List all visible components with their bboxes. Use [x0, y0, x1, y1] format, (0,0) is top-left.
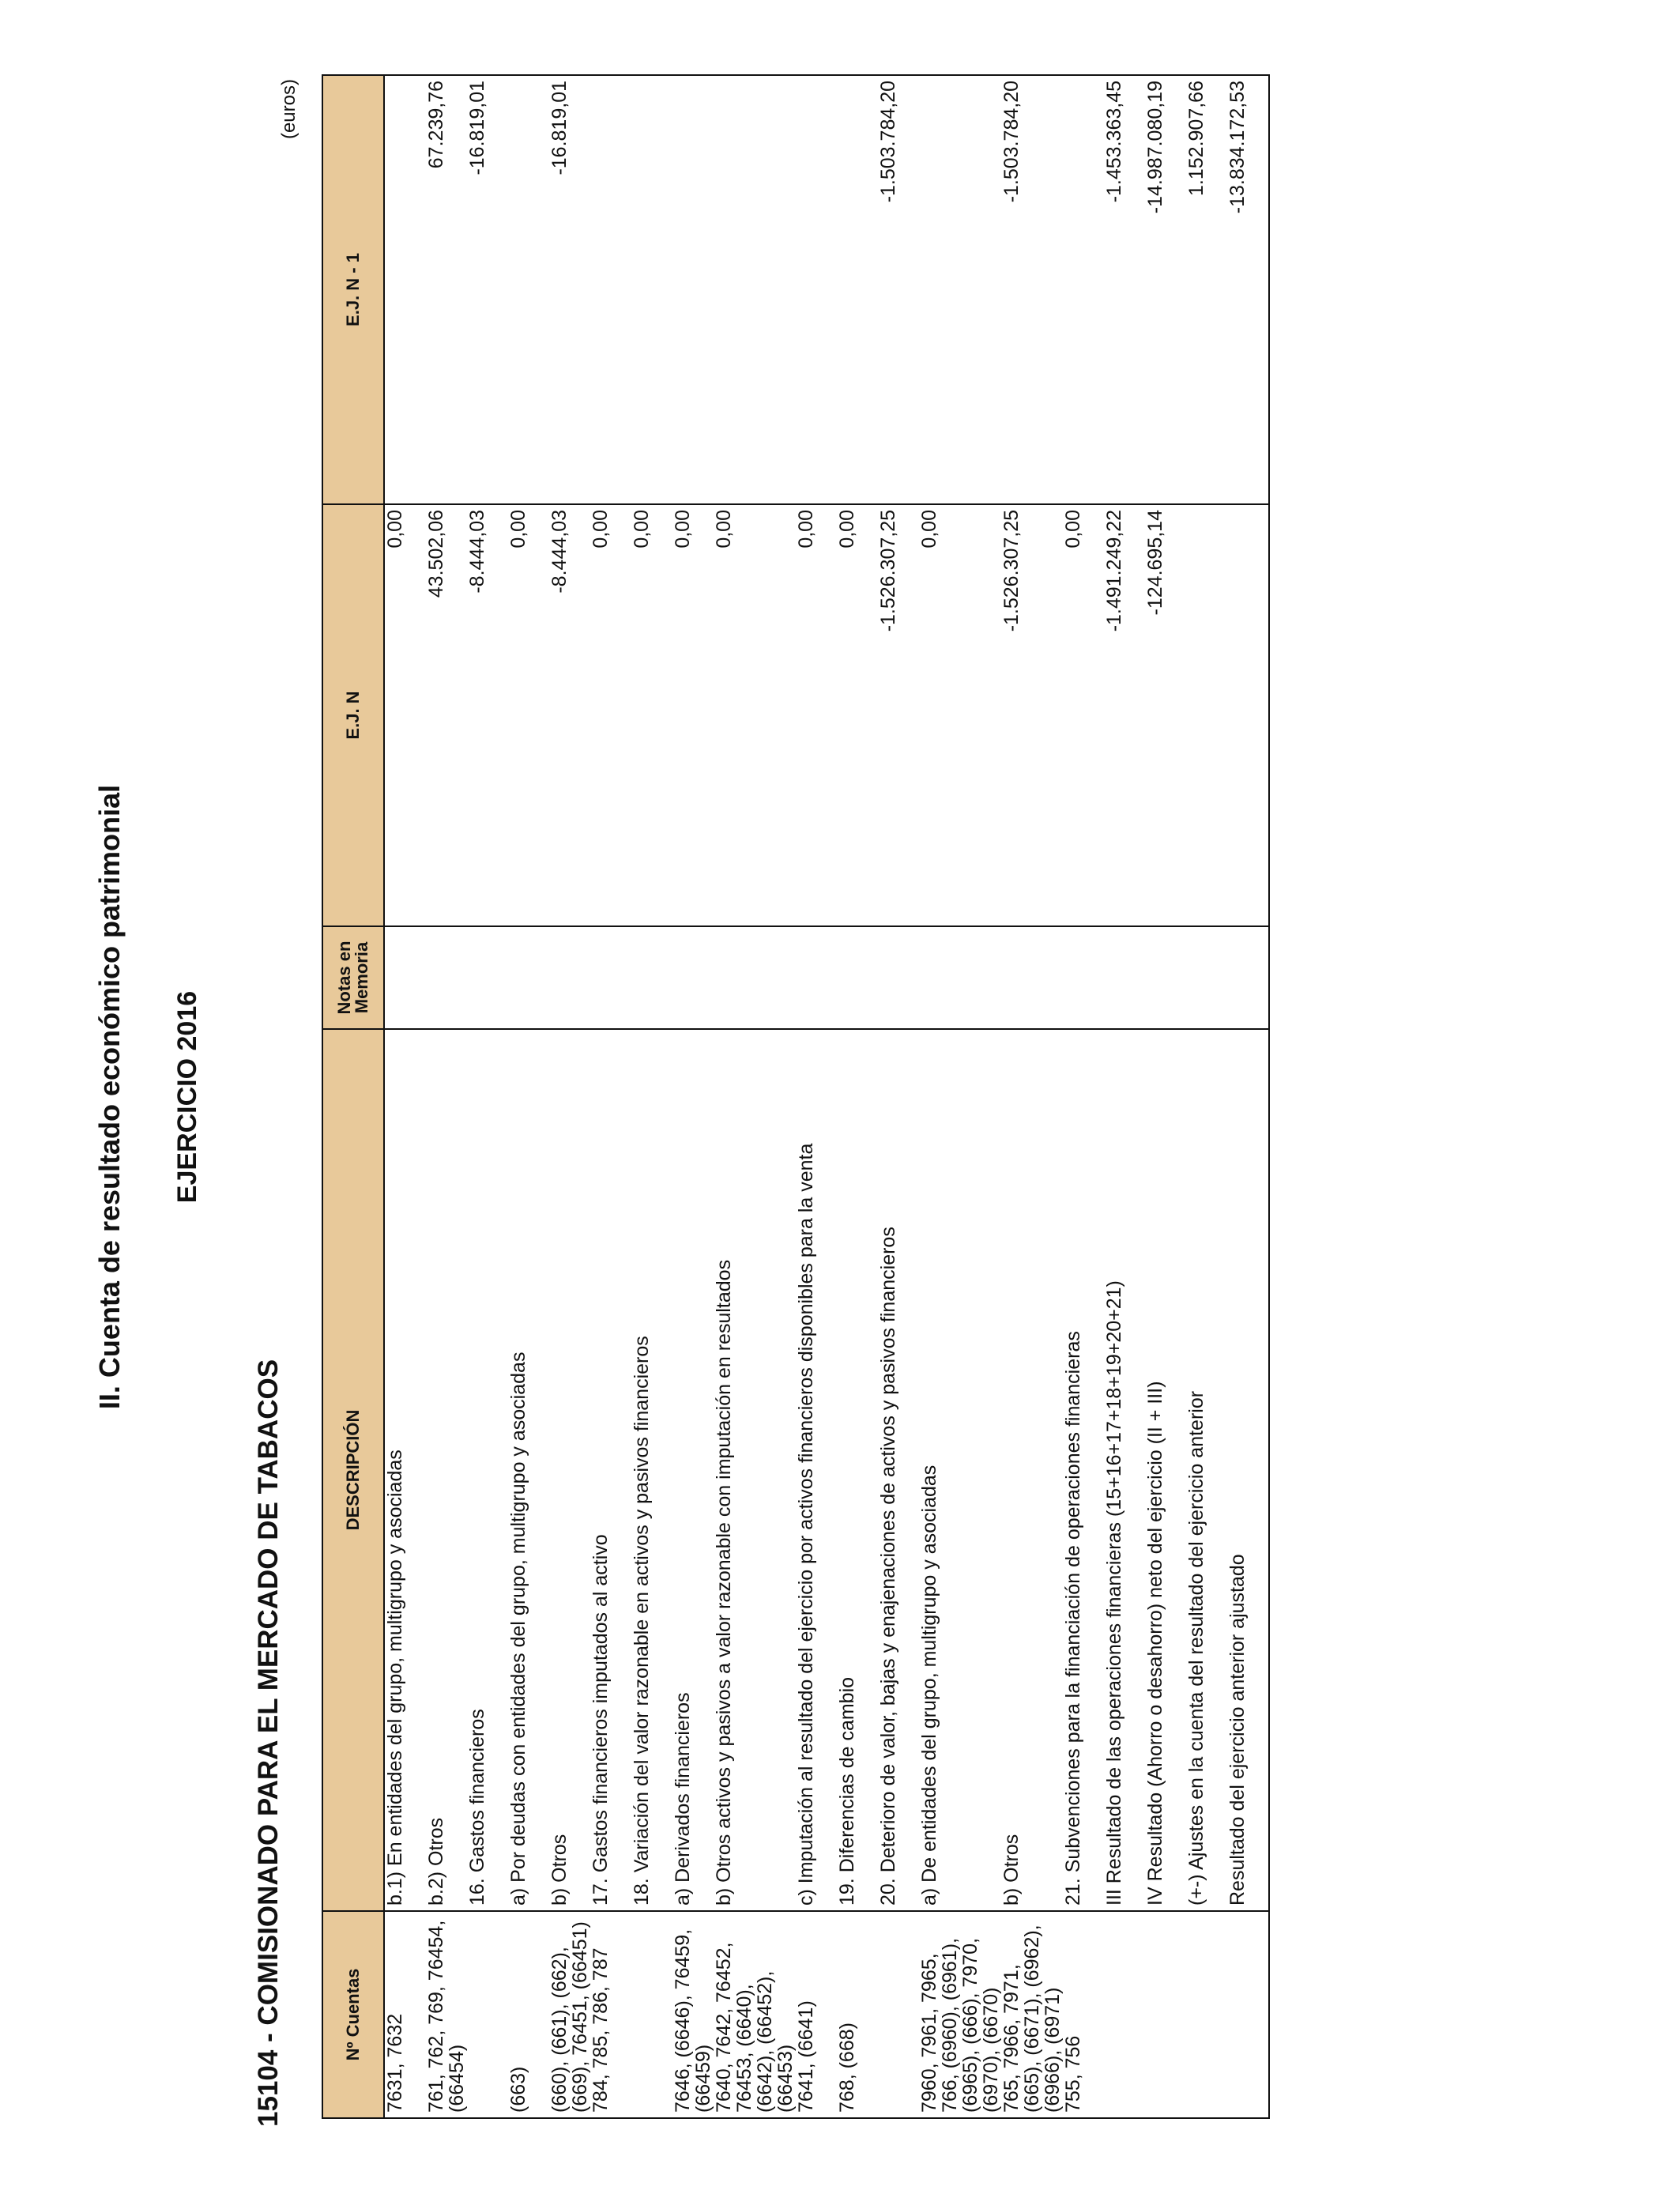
cell-cuentas: 7641, (6641) — [796, 1911, 837, 2118]
cell-ej-n: -1.526.307,25 — [1001, 504, 1063, 926]
cell-notas — [508, 926, 549, 1029]
cell-ej-n1 — [796, 75, 837, 504]
cell-descripcion: a) Por deudas con entidades del grupo, multigrupo y asociadas — [508, 1029, 549, 1911]
cell-ej-n: 0,00 — [1063, 504, 1104, 926]
cell-cuentas: 7631, 7632 — [384, 1911, 426, 2118]
column-header-ej-n: E.J. N — [322, 504, 384, 926]
cell-ej-n1 — [714, 75, 796, 504]
cell-ej-n: 43.502,06 — [426, 504, 467, 926]
cell-cuentas — [878, 1911, 919, 2118]
cell-cuentas: 765, 7966, 7971, (665), (6671), (6962), (6966), (6971) — [1001, 1911, 1063, 2118]
currency-unit: (euros) — [278, 79, 299, 140]
table-row — [590, 75, 631, 2118]
cell-ej-n1 — [919, 75, 1001, 504]
table-row — [1063, 75, 1104, 2118]
cell-cuentas: 768, (668) — [837, 1911, 878, 2118]
cell-notas — [1063, 926, 1104, 1029]
cell-ej-n1 — [631, 75, 672, 504]
cell-ej-n1: -16.819,01 — [549, 75, 590, 504]
table-row — [426, 75, 467, 2118]
cell-ej-n1 — [384, 75, 426, 504]
table-row — [467, 75, 508, 2118]
table-row — [1145, 75, 1186, 2118]
cell-cuentas: 784, 785, 786, 787 — [590, 1911, 631, 2118]
cell-ej-n1: -1.503.784,20 — [878, 75, 919, 504]
cell-cuentas — [1186, 1911, 1227, 2118]
report-title: II. Cuenta de resultado económico patrimonial — [93, 784, 126, 1410]
cell-descripcion: 18. Variación del valor razonable en activos y pasivos financieros — [631, 1029, 672, 1911]
table-row — [1001, 75, 1063, 2118]
cell-notas — [796, 926, 837, 1029]
cell-cuentas — [1227, 1911, 1269, 2118]
table-body — [384, 75, 1269, 2118]
cell-descripcion: b.2) Otros — [426, 1029, 467, 1911]
column-header-ej-n1: E.J. N - 1 — [322, 75, 384, 504]
cell-descripcion: III Resultado de las operaciones financieras (15+16+17+18+19+20+21) — [1104, 1029, 1145, 1911]
cell-notas — [426, 926, 467, 1029]
organization-title: 15104 - COMISIONADO PARA EL MERCADO DE TABACOS — [253, 1359, 284, 2127]
cell-ej-n1: -1.503.784,20 — [1001, 75, 1063, 504]
cell-descripcion: 21. Subvenciones para la financiación de operaciones financieras — [1063, 1029, 1104, 1911]
table-row — [508, 75, 549, 2118]
cell-ej-n: 0,00 — [837, 504, 878, 926]
cell-descripcion: 16. Gastos financieros — [467, 1029, 508, 1911]
cell-ej-n: 0,00 — [508, 504, 549, 926]
cell-ej-n1 — [508, 75, 549, 504]
cell-cuentas: 7640, 7642, 76452, 76453, (6640), (6642), (66452), (66453) — [714, 1911, 796, 2118]
cell-cuentas: 755, 756 — [1063, 1911, 1104, 2118]
cell-notas — [549, 926, 590, 1029]
cell-notas — [837, 926, 878, 1029]
cell-descripcion: Resultado del ejercicio anterior ajustado — [1227, 1029, 1269, 1911]
cell-ej-n: -1.491.249,22 — [1104, 504, 1145, 926]
table-row — [549, 75, 590, 2118]
cell-notas — [878, 926, 919, 1029]
cell-notas — [1227, 926, 1269, 1029]
table-row — [919, 75, 1001, 2118]
cell-notas — [1145, 926, 1186, 1029]
cell-cuentas: (663) — [508, 1911, 549, 2118]
cell-ej-n: -8.444,03 — [549, 504, 590, 926]
cell-ej-n1: -13.834.172,53 — [1227, 75, 1269, 504]
cell-descripcion: 17. Gastos financieros imputados al activo — [590, 1029, 631, 1911]
cell-cuentas: (660), (661), (662), (669), 76451, (66451) — [549, 1911, 590, 2118]
table-row — [796, 75, 837, 2118]
cell-descripcion: a) De entidades del grupo, multigrupo y asociadas — [919, 1029, 1001, 1911]
cell-ej-n1: -16.819,01 — [467, 75, 508, 504]
table-row — [1104, 75, 1145, 2118]
cell-ej-n1: 1.152.907,66 — [1186, 75, 1227, 504]
column-header-notas: Notas en Memoria — [322, 926, 384, 1029]
table-row — [878, 75, 919, 2118]
cell-ej-n1 — [837, 75, 878, 504]
cell-ej-n1: 67.239,76 — [426, 75, 467, 504]
cell-ej-n — [1186, 504, 1227, 926]
cell-notas — [714, 926, 796, 1029]
cell-ej-n: -8.444,03 — [467, 504, 508, 926]
cell-ej-n — [1227, 504, 1269, 926]
cell-notas — [1001, 926, 1063, 1029]
table-row — [1186, 75, 1227, 2118]
cell-descripcion: b) Otros — [1001, 1029, 1063, 1911]
table-header-row — [322, 75, 384, 2118]
cell-notas — [467, 926, 508, 1029]
cell-cuentas — [1104, 1911, 1145, 2118]
cell-ej-n1: -14.987.080,19 — [1145, 75, 1186, 504]
cell-cuentas — [467, 1911, 508, 2118]
cell-descripcion: a) Derivados financieros — [672, 1029, 714, 1911]
cell-ej-n1 — [1063, 75, 1104, 504]
cell-ej-n: -124.695,14 — [1145, 504, 1186, 926]
cell-notas — [672, 926, 714, 1029]
table-row — [631, 75, 672, 2118]
cell-ej-n1 — [590, 75, 631, 504]
cell-descripcion: b.1) En entidades del grupo, multigrupo y asociadas — [384, 1029, 426, 1911]
cell-notas — [384, 926, 426, 1029]
cell-ej-n1: -1.453.363,45 — [1104, 75, 1145, 504]
cell-ej-n1 — [672, 75, 714, 504]
cell-notas — [1186, 926, 1227, 1029]
cell-ej-n: 0,00 — [590, 504, 631, 926]
results-table — [322, 74, 1270, 2119]
cell-cuentas — [631, 1911, 672, 2118]
cell-cuentas: 7646, (6646), 76459, (66459) — [672, 1911, 714, 2118]
cell-notas — [1104, 926, 1145, 1029]
cell-ej-n: 0,00 — [714, 504, 796, 926]
column-header-descripcion: DESCRIPCIÓN — [322, 1029, 384, 1911]
cell-descripcion: b) Otros — [549, 1029, 590, 1911]
cell-descripcion: c) Imputación al resultado del ejercicio por activos financieros disponibles para la venta — [796, 1029, 837, 1911]
cell-ej-n: 0,00 — [796, 504, 837, 926]
cell-descripcion: 20. Deterioro de valor, bajas y enajenaciones de activos y pasivos financieros — [878, 1029, 919, 1911]
cell-notas — [590, 926, 631, 1029]
cell-cuentas: 7960, 7961, 7965, 766, (6960), (6961), (6965), (666), 7970, (6970), (6670) — [919, 1911, 1001, 2118]
cell-descripcion: IV Resultado (Ahorro o desahorro) neto del ejercicio (II + III) — [1145, 1029, 1186, 1911]
cell-ej-n: 0,00 — [631, 504, 672, 926]
table-row — [672, 75, 714, 2118]
column-header-cuentas: Nº Cuentas — [322, 1911, 384, 2118]
cell-ej-n: -1.526.307,25 — [878, 504, 919, 926]
cell-descripcion: b) Otros activos y pasivos a valor razonable con imputación en resultados — [714, 1029, 796, 1911]
cell-ej-n: 0,00 — [672, 504, 714, 926]
cell-ej-n: 0,00 — [384, 504, 426, 926]
table-row — [714, 75, 796, 2118]
cell-notas — [631, 926, 672, 1029]
cell-descripcion: 19. Diferencias de cambio — [837, 1029, 878, 1911]
table-row — [1227, 75, 1269, 2118]
fiscal-year-title: EJERCICIO 2016 — [172, 990, 202, 1204]
cell-notas — [919, 926, 1001, 1029]
cell-ej-n: 0,00 — [919, 504, 1001, 926]
cell-descripcion: (+-) Ajustes en la cuenta del resultado del ejercicio anterior — [1186, 1029, 1227, 1911]
table-row — [384, 75, 426, 2118]
cell-cuentas — [1145, 1911, 1186, 2118]
cell-cuentas: 761, 762, 769, 76454, (66454) — [426, 1911, 467, 2118]
table-row — [837, 75, 878, 2118]
